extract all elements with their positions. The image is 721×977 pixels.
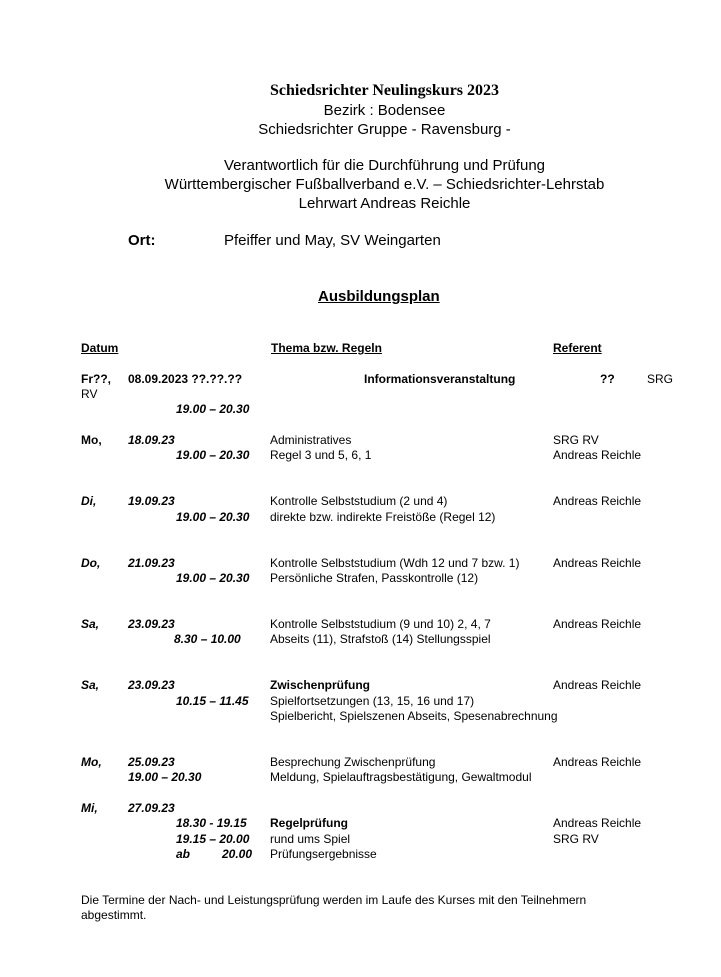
- session-topic: Zwischenprüfung: [270, 678, 370, 692]
- session-date: 08.09.2023 ??.??.??: [128, 372, 243, 386]
- session-day: Mo,: [81, 433, 102, 447]
- session-topic: Regel 3 und 5, 6, 1: [270, 448, 372, 462]
- document-title: Schiedsrichter Neulingskurs 2023: [269, 82, 500, 99]
- session-topic: rund ums Spiel: [270, 832, 351, 846]
- session-day: Fr??,: [81, 372, 111, 386]
- session-referee: Andreas Reichle: [553, 755, 642, 769]
- session-time: 19.00 – 20.30: [176, 510, 250, 524]
- location-value: Pfeiffer und May, SV Weingarten: [224, 232, 441, 249]
- session-topic: Informationsveranstaltung: [364, 372, 516, 386]
- session-topic: Kontrolle Selbststudium (Wdh 12 und 7 bzw. 1): [270, 556, 520, 570]
- footer-note-line1: Die Termine der Nach- und Leistungsprüfung werden im Laufe des Kurses mit den Teilnehmern: [81, 893, 587, 907]
- session-topic: Spielfortsetzungen (13, 15, 16 und 17): [270, 694, 475, 708]
- session-referee-wrap: RV: [81, 387, 98, 401]
- instructor-line: Lehrwart Andreas Reichle: [298, 195, 471, 212]
- session-topic: Kontrolle Selbststudium (9 und 10) 2, 4, 7: [270, 617, 491, 631]
- district: Bezirk : Bodensee: [323, 102, 446, 119]
- session-day: Di,: [81, 494, 97, 508]
- session-day: Sa,: [81, 617, 100, 631]
- responsible-line: Verantwortlich für die Durchführung und Prüfung: [223, 157, 546, 174]
- session-topic: Persönliche Strafen, Passkontrolle (12): [270, 571, 479, 585]
- session-date: 23.09.23: [128, 617, 175, 631]
- session-time: 20.00: [222, 847, 253, 861]
- session-topic: Regelprüfung: [270, 816, 348, 830]
- session-referee: SRG RV: [553, 832, 599, 846]
- session-topic: Spielbericht, Spielszenen Abseits, Spesenabrechnung: [270, 709, 558, 723]
- session-topic: Prüfungsergebnisse: [270, 847, 377, 861]
- session-date: 21.09.23: [128, 556, 175, 570]
- session-time: 19.00 – 20.30: [128, 770, 202, 784]
- association-line: Württembergischer Fußballverband e.V. – Schiedsrichter-Lehrstab: [164, 176, 605, 193]
- location-label: Ort:: [128, 232, 156, 249]
- session-referee: Andreas Reichle: [553, 448, 642, 462]
- session-referee: Andreas Reichle: [553, 556, 642, 570]
- session-topic: Administratives: [270, 433, 352, 447]
- column-header-topic: Thema bzw. Regeln: [271, 341, 382, 355]
- session-topic: Besprechung Zwischenprüfung: [270, 755, 436, 769]
- session-time: 8.30 – 10.00: [174, 632, 241, 646]
- session-day: Do,: [81, 556, 101, 570]
- footer-note-line2: abgestimmt.: [81, 908, 147, 922]
- session-time: 19.00 – 20.30: [176, 402, 250, 416]
- session-day: Sa,: [81, 678, 100, 692]
- column-header-date: Datum: [81, 341, 119, 355]
- session-date: 27.09.23: [128, 801, 175, 815]
- session-date: 19.09.23: [128, 494, 175, 508]
- session-time: 19.00 – 20.30: [176, 571, 250, 585]
- session-topic: Meldung, Spielauftragsbestätigung, Gewaltmodul: [270, 770, 532, 784]
- session-day: Mi,: [81, 801, 98, 815]
- referee-group: Schiedsrichter Gruppe - Ravensburg -: [258, 121, 511, 138]
- column-header-referee: Referent: [553, 341, 602, 355]
- session-time: 10.15 – 11.45: [176, 694, 249, 708]
- session-referee: ??: [600, 372, 615, 386]
- session-referee: Andreas Reichle: [553, 617, 642, 631]
- session-date: 23.09.23: [128, 678, 175, 692]
- session-date: 25.09.23: [128, 755, 175, 769]
- session-time-prefix: ab: [176, 847, 191, 861]
- session-topic: direkte bzw. indirekte Freistöße (Regel 12): [270, 510, 496, 524]
- session-referee: Andreas Reichle: [553, 678, 642, 692]
- session-time: 19.00 – 20.30: [176, 448, 250, 462]
- session-time: 19.15 – 20.00: [176, 832, 250, 846]
- session-referee-tail: SRG: [647, 372, 674, 386]
- session-date: 18.09.23: [128, 433, 175, 447]
- session-time: 18.30 - 19.15: [176, 816, 247, 830]
- session-topic: Abseits (11), Strafstoß (14) Stellungsspiel: [270, 632, 491, 646]
- session-referee: SRG RV: [553, 433, 599, 447]
- session-referee: Andreas Reichle: [553, 816, 642, 830]
- plan-title: Ausbildungsplan: [318, 288, 440, 305]
- session-day: Mo,: [81, 755, 102, 769]
- session-referee: Andreas Reichle: [553, 494, 642, 508]
- session-topic: Kontrolle Selbststudium (2 und 4): [270, 494, 448, 508]
